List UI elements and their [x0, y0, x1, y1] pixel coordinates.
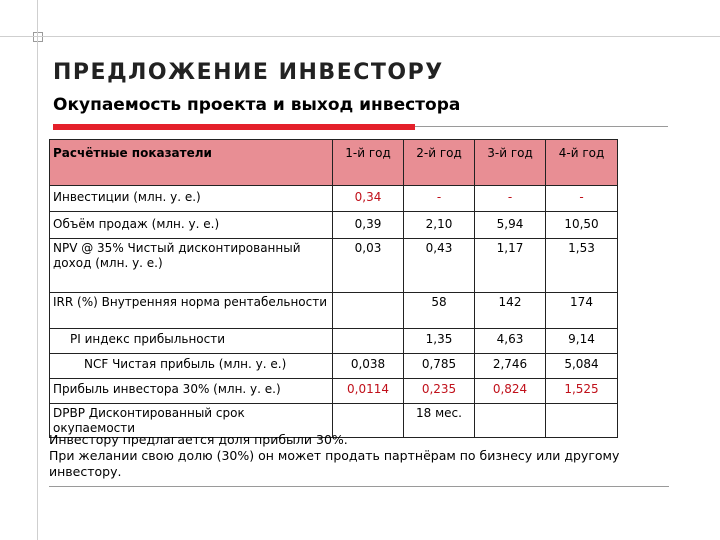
- table-cell: 0,0114: [333, 379, 404, 404]
- decor-bottom-rule: [49, 486, 669, 487]
- indicators-table: [49, 139, 618, 438]
- table-cell: 5,084: [546, 354, 618, 379]
- table-cell: 4,63: [475, 329, 546, 354]
- table-cell: 0,34: [333, 186, 404, 212]
- table-row: [50, 379, 618, 404]
- table-cell: 1,17: [475, 239, 546, 293]
- table-cell: 2,10: [404, 212, 475, 239]
- footer-note: [49, 432, 629, 480]
- table-cell: 0,824: [475, 379, 546, 404]
- accent-line: [415, 126, 668, 127]
- table-cell: 1,53: [546, 239, 618, 293]
- table-cell: 5,94: [475, 212, 546, 239]
- header-cell: 4-й год: [546, 140, 618, 186]
- footer-line-2: При желании свою долю (30%) он может продать партнёрам по бизнесу или другому инвестору.: [49, 448, 620, 479]
- row-label: Объём продаж (млн. у. е.): [50, 212, 333, 239]
- accent-bar: [53, 124, 415, 130]
- table-row: [50, 212, 618, 239]
- header-cell: 3-й год: [475, 140, 546, 186]
- table-header-row: [50, 140, 618, 186]
- decor-top-rule: [0, 36, 720, 37]
- table-cell: 2,746: [475, 354, 546, 379]
- table-cell: 1,35: [404, 329, 475, 354]
- table-cell: 0,03: [333, 239, 404, 293]
- table-cell: -: [475, 186, 546, 212]
- table-row: [50, 293, 618, 329]
- table-cell: [333, 329, 404, 354]
- table-row: [50, 186, 618, 212]
- table-row: [50, 354, 618, 379]
- table-cell: 0,39: [333, 212, 404, 239]
- page-subtitle: Окупаемость проекта и выход инвестора: [53, 95, 461, 115]
- table-cell: -: [404, 186, 475, 212]
- table-cell: 1,525: [546, 379, 618, 404]
- footer-line-1: Инвестору предлагается доля прибыли 30%.: [49, 432, 348, 447]
- header-cell: 1-й год: [333, 140, 404, 186]
- table-cell: -: [546, 186, 618, 212]
- table-cell: [333, 293, 404, 329]
- table-cell: 0,43: [404, 239, 475, 293]
- header-cell: Расчётные показатели: [50, 140, 333, 186]
- header-cell: 2-й год: [404, 140, 475, 186]
- table-cell: 58: [404, 293, 475, 329]
- table-cell: 174: [546, 293, 618, 329]
- table-cell: 0,235: [404, 379, 475, 404]
- row-label: IRR (%) Внутренняя норма рентабельности: [50, 293, 333, 329]
- table-cell: 0,785: [404, 354, 475, 379]
- table-cell: 142: [475, 293, 546, 329]
- row-label: NPV @ 35% Чистый дисконтированный доход (млн. у. е.): [50, 239, 333, 293]
- row-label: PI индекс прибыльности: [50, 329, 333, 354]
- row-label: DPBP Дисконтированный срок окупаемости: [50, 404, 333, 438]
- table-cell: 0,038: [333, 354, 404, 379]
- row-label: Инвестиции (млн. у. е.): [50, 186, 333, 212]
- table-row: [50, 329, 618, 354]
- decor-square: [33, 32, 43, 42]
- row-label: NCF Чистая прибыль (млн. у. е.): [50, 354, 333, 379]
- page-title: ПРЕДЛОЖЕНИЕ ИНВЕСТОРУ: [53, 60, 444, 85]
- row-label: Прибыль инвестора 30% (млн. у. е.): [50, 379, 333, 404]
- table-cell: 9,14: [546, 329, 618, 354]
- table-row: [50, 239, 618, 293]
- table-cell: 18 мес.: [404, 404, 475, 438]
- decor-left-rule: [37, 0, 38, 540]
- table-cell: 10,50: [546, 212, 618, 239]
